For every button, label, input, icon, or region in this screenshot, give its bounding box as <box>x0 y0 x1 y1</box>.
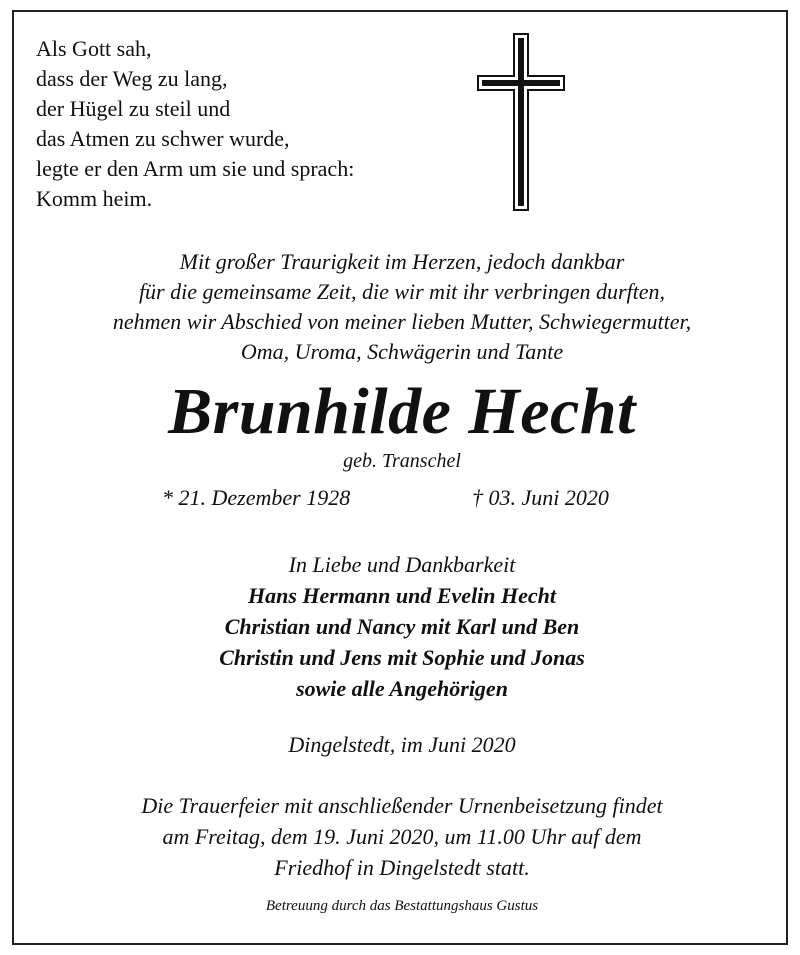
poem-line: dass der Weg zu lang, <box>36 66 228 91</box>
mourner-line: Christin und Jens mit Sophie und Jonas <box>219 645 585 670</box>
birth-date: * 21. Dezember 1928 <box>162 485 351 510</box>
obituary-notice <box>12 10 788 945</box>
intro-line: für die gemeinsame Zeit, die wir mit ihr verbringen durften, <box>138 279 666 304</box>
maiden-name: geb. Transchel <box>343 450 461 472</box>
poem-line: Als Gott sah, <box>36 36 152 61</box>
funeral-line: am Freitag, dem 19. Juni 2020, um 11.00 Uhr auf dem <box>162 824 642 849</box>
intro-line: Oma, Uroma, Schwägerin und Tante <box>240 339 564 364</box>
intro-text <box>14 247 790 367</box>
mourner-line: sowie alle Angehörigen <box>296 676 508 701</box>
death-date: † 03. Juni 2020 <box>472 485 609 510</box>
poem-line: der Hügel zu steil und <box>36 96 231 121</box>
poem-line: Komm heim. <box>36 186 153 211</box>
mourners-heading: In Liebe und Dankbarkeit <box>288 552 516 577</box>
cross-icon <box>476 32 566 212</box>
poem-line: legte er den Arm um sie und sprach: <box>36 156 355 181</box>
funeral-info <box>14 790 790 883</box>
funeral-line: Die Trauerfeier mit anschließender Urnenbeisetzung findet <box>141 793 663 818</box>
place-date: Dingelstedt, im Juni 2020 <box>288 732 516 757</box>
funeral-line: Friedhof in Dingelstedt statt. <box>274 855 530 880</box>
deceased-name: Brunhilde Hecht <box>168 375 636 448</box>
intro-line: Mit großer Traurigkeit im Herzen, jedoch dankbar <box>179 249 625 274</box>
poem-line: das Atmen zu schwer wurde, <box>36 126 290 151</box>
funeral-home-credit: Betreuung durch das Bestattungshaus Gustus <box>265 898 539 914</box>
mourners <box>14 549 790 704</box>
mourner-line: Hans Hermann und Evelin Hecht <box>247 583 557 608</box>
mourner-line: Christian und Nancy mit Karl und Ben <box>224 614 580 639</box>
intro-line: nehmen wir Abschied von meiner lieben Mutter, Schwiegermutter, <box>112 309 692 334</box>
poem <box>36 34 354 214</box>
